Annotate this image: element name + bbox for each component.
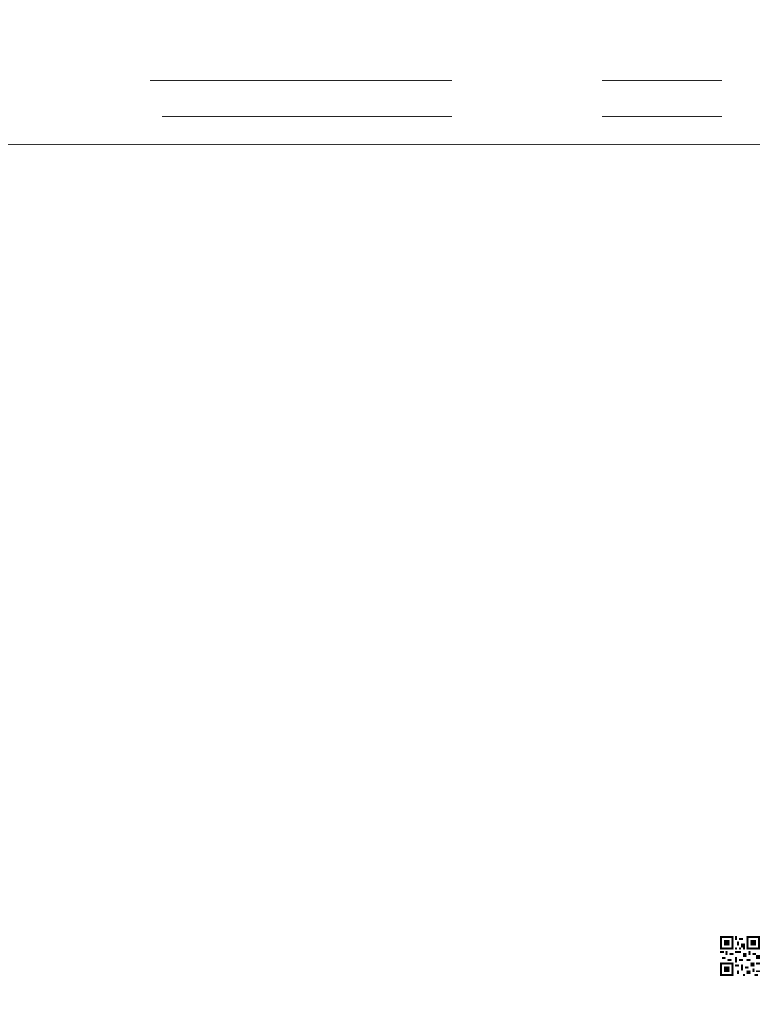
times-icon [552, 956, 562, 966]
minus-icon [564, 944, 574, 954]
date-field[interactable] [602, 116, 722, 117]
teacher-field[interactable] [162, 116, 452, 117]
qr-code-icon [720, 936, 760, 976]
brand-logo [552, 944, 584, 966]
divide-icon [564, 956, 574, 966]
score-field[interactable] [602, 80, 722, 81]
plus-icon [552, 944, 562, 954]
header-divider [8, 144, 760, 145]
name-field[interactable] [150, 80, 452, 81]
math-symbols-icon [552, 944, 574, 966]
